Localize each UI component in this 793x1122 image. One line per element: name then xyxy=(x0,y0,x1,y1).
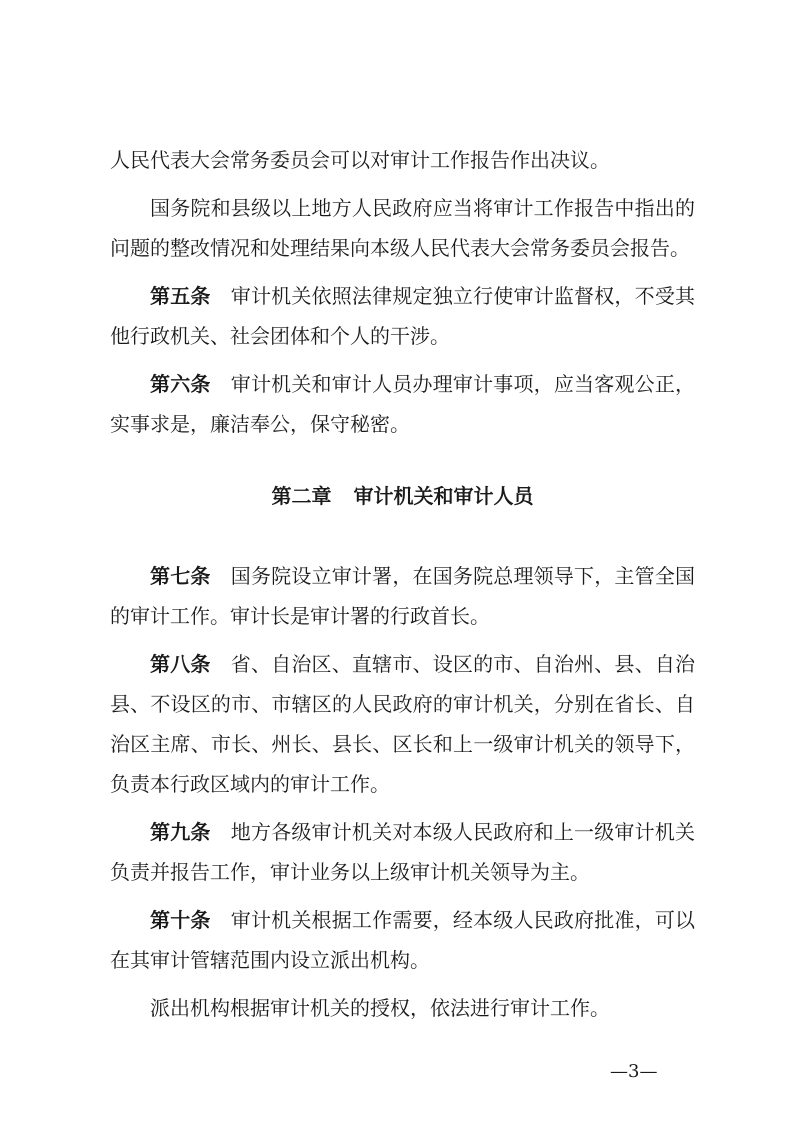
paragraph-text: 审计机关根据工作需要，经本级人民政府批准，可以在其审计管辖范围内设立派出机构。 xyxy=(110,908,696,972)
article-number: 第八条 xyxy=(150,652,211,676)
paragraph-text: 审计机关依照法律规定独立行使审计监督权，不受其他行政机关、社会团体和个人的干涉。 xyxy=(110,284,696,348)
paragraph-text: 国务院设立审计署，在国务院总理领导下，主管全国的审计工作。审计长是审计署的行政首长。 xyxy=(110,564,696,628)
paragraphs-bottom xyxy=(110,556,695,1028)
paragraph-text: 派出机构根据审计机关的授权，依法进行审计工作。 xyxy=(150,996,610,1020)
paragraphs-top xyxy=(110,140,695,444)
paragraph-text: 国务院和县级以上地方人民政府应当将审计工作报告中指出的问题的整改情况和处理结果向本级人民代表大会常务委员会报告。 xyxy=(110,196,695,260)
paragraph xyxy=(110,644,695,804)
paragraph xyxy=(110,556,695,636)
paragraph xyxy=(110,988,695,1028)
article-number: 第六条 xyxy=(150,372,211,396)
paragraph xyxy=(110,188,695,268)
paragraph-text: 审计机关和审计人员办理审计事项，应当客观公正，实事求是，廉洁奉公，保守秘密。 xyxy=(110,372,696,436)
page-number: —3— xyxy=(610,1061,658,1082)
chapter-number: 第二章 xyxy=(271,484,332,508)
paragraph xyxy=(110,364,695,444)
article-number: 第五条 xyxy=(150,284,211,308)
paragraph xyxy=(110,900,695,980)
paragraph xyxy=(110,140,695,180)
chapter-heading xyxy=(110,476,695,516)
paragraph-text: 人民代表大会常务委员会可以对审计工作报告作出决议。 xyxy=(110,148,610,172)
paragraph xyxy=(110,276,695,356)
paragraph xyxy=(110,812,695,892)
article-number: 第七条 xyxy=(150,564,211,588)
paragraph-text: 省、自治区、直辖市、设区的市、自治州、县、自治县、不设区的市、市辖区的人民政府的审计机关，分别在省长、自治区主席、市长、州长、县长、区长和上一级审计机关的领导下，负责本行政区域内的审计工作。 xyxy=(110,652,696,796)
article-number: 第九条 xyxy=(150,820,211,844)
article-number: 第十条 xyxy=(150,908,211,932)
chapter-title: 审计机关和审计人员 xyxy=(353,484,534,508)
body-text xyxy=(110,140,695,1036)
paragraph-text: 地方各级审计机关对本级人民政府和上一级审计机关负责并报告工作，审计业务以上级审计机关领导为主。 xyxy=(110,820,696,884)
